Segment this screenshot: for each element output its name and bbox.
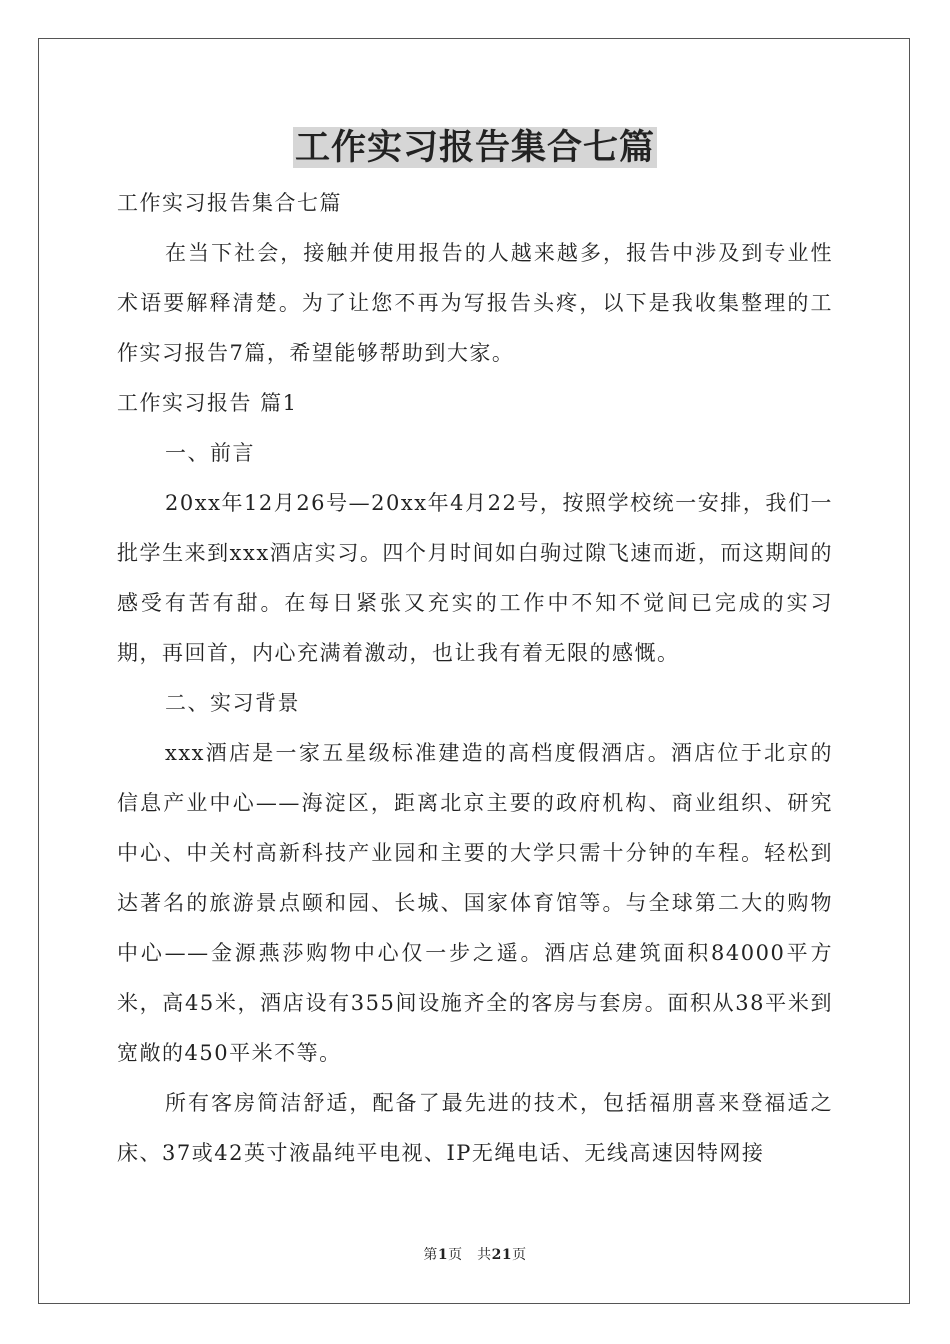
footer-mid: 页 共 (448, 1247, 492, 1263)
section-heading-part-1: 工作实习报告 篇1 (117, 391, 298, 415)
document-title (0, 124, 950, 172)
background-paragraph: xxx酒店是一家五星级标准建造的高档度假酒店。酒店位于北京的信息产业中心——海淀区，距离北京主要的政府机构、商业组织、研究中心、中关村高新科技产业园和主要的大学只需十分钟的车程。轻松到达著名的旅游景点颐和园、长城、国家体育馆等。与全球第二大的购物中心——金源燕莎购物中心仅一步之遥。酒店总建筑面积84000平方米，高45米，酒店设有355间设施齐全的客房与套房。面积从38平米到宽敞的450平米不等。 (117, 741, 833, 1065)
page-footer (0, 1244, 950, 1264)
document-title-text: 工作实习报告集合七篇 (294, 127, 655, 168)
document-body (117, 178, 833, 1178)
heading-background: 二、实习背景 (165, 691, 300, 715)
subtitle-line: 工作实习报告集合七篇 (117, 191, 342, 215)
preface-paragraph: 20xx年12月26号—20xx年4月22号，按照学校统一安排，我们一批学生来到xxx酒店实习。四个月时间如白驹过隙飞速而逝，而这期间的感受有苦有甜。在每日紧张又充实的工作中不知不觉间已完成的实习期，再回首，内心充满着激动，也让我有着无限的感慨。 (117, 491, 833, 665)
rooms-paragraph: 所有客房简洁舒适，配备了最先进的技术，包括福朋喜来登福适之床、37或42英寸液晶纯平电视、IP无绳电话、无线高速因特网接 (117, 1091, 833, 1165)
footer-prefix: 第 (423, 1247, 438, 1263)
heading-preface: 一、前言 (165, 441, 255, 465)
footer-current-page: 1 (437, 1247, 449, 1263)
footer-total-pages: 21 (491, 1247, 513, 1263)
intro-paragraph: 在当下社会，接触并使用报告的人越来越多，报告中涉及到专业性术语要解释清楚。为了让您不再为写报告头疼，以下是我收集整理的工作实习报告7篇，希望能够帮助到大家。 (117, 241, 833, 365)
footer-suffix: 页 (512, 1247, 527, 1263)
